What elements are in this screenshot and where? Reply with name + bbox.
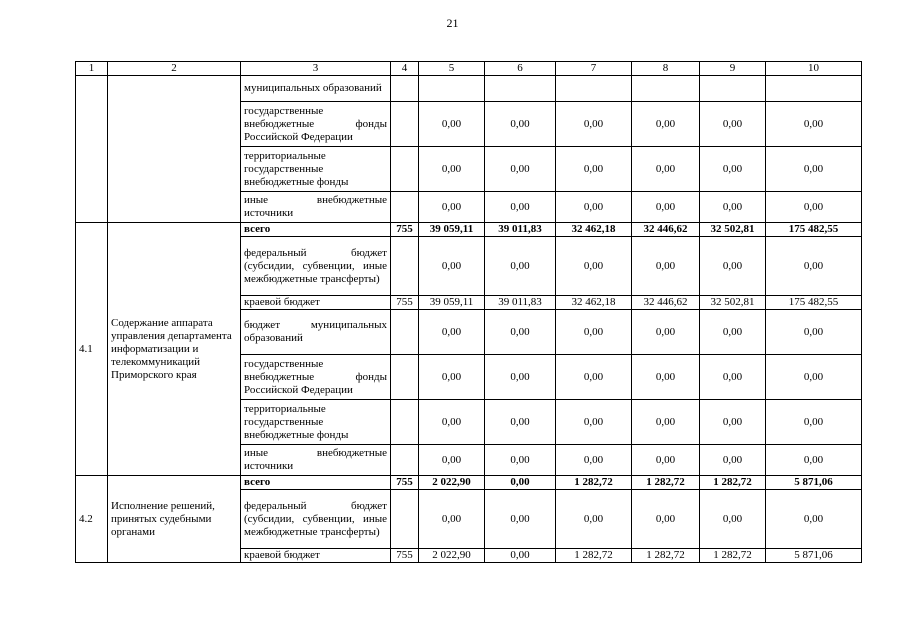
value-col-5: [419, 76, 485, 102]
value-col-8: 0,00: [632, 310, 700, 355]
value-col-10: 5 871,06: [766, 476, 862, 490]
column-header: 10: [766, 62, 862, 76]
value-col-9: 0,00: [700, 147, 766, 192]
column-header: 6: [485, 62, 556, 76]
value-col-9: [700, 76, 766, 102]
value-col-5: 0,00: [419, 310, 485, 355]
value-col-7: 0,00: [556, 400, 632, 445]
value-col-10: 175 482,55: [766, 223, 862, 237]
page-number: 21: [446, 16, 459, 30]
value-col-9: 0,00: [700, 445, 766, 476]
row-number-cell: [76, 76, 108, 223]
value-col-5: 0,00: [419, 490, 485, 549]
column-header: 9: [700, 62, 766, 76]
value-col-5: 2 022,90: [419, 549, 485, 563]
value-col-9: 1 282,72: [700, 476, 766, 490]
funding-source-cell: всего: [241, 223, 391, 237]
value-col-10: 0,00: [766, 490, 862, 549]
value-col-10: 175 482,55: [766, 296, 862, 310]
budget-code-cell: [391, 192, 419, 223]
column-header: 1: [76, 62, 108, 76]
funding-source-cell: государственные внебюджетные фонды Российской Федерации: [241, 355, 391, 400]
column-header: 2: [108, 62, 241, 76]
budget-code-cell: [391, 237, 419, 296]
value-col-6: 0,00: [485, 400, 556, 445]
value-col-10: 0,00: [766, 310, 862, 355]
value-col-7: 32 462,18: [556, 296, 632, 310]
value-col-7: 0,00: [556, 192, 632, 223]
budget-code-cell: [391, 355, 419, 400]
value-col-8: 0,00: [632, 147, 700, 192]
funding-source-cell: краевой бюджет: [241, 296, 391, 310]
budget-code-cell: [391, 310, 419, 355]
row-number-cell: 4.1: [76, 223, 108, 476]
activity-name-cell: Исполнение решений, принятых судебными органами: [108, 476, 241, 563]
budget-code-cell: [391, 445, 419, 476]
funding-source-row: [76, 76, 862, 102]
value-col-6: 0,00: [485, 102, 556, 147]
budget-code-cell: [391, 147, 419, 192]
value-col-6: 0,00: [485, 549, 556, 563]
value-col-8: 0,00: [632, 102, 700, 147]
column-header: 5: [419, 62, 485, 76]
value-col-7: 0,00: [556, 355, 632, 400]
value-col-7: 0,00: [556, 445, 632, 476]
value-col-5: 0,00: [419, 192, 485, 223]
value-col-8: 0,00: [632, 237, 700, 296]
funding-source-cell: всего: [241, 476, 391, 490]
value-col-5: 0,00: [419, 102, 485, 147]
value-col-7: 0,00: [556, 310, 632, 355]
value-col-9: 32 502,81: [700, 223, 766, 237]
value-col-8: 0,00: [632, 490, 700, 549]
value-col-6: 39 011,83: [485, 296, 556, 310]
funding-source-cell: федеральный бюджет (субсидии, субвенции, иные межбюджетные трансферты): [241, 490, 391, 549]
value-col-7: 0,00: [556, 237, 632, 296]
value-col-5: 0,00: [419, 237, 485, 296]
value-col-5: 39 059,11: [419, 223, 485, 237]
funding-source-cell: федеральный бюджет (субсидии, субвенции, иные межбюджетные трансферты): [241, 237, 391, 296]
value-col-10: 0,00: [766, 400, 862, 445]
value-col-8: 1 282,72: [632, 476, 700, 490]
value-col-8: 32 446,62: [632, 223, 700, 237]
value-col-10: 0,00: [766, 355, 862, 400]
budget-code-cell: [391, 102, 419, 147]
value-col-10: 0,00: [766, 147, 862, 192]
value-col-9: 1 282,72: [700, 549, 766, 563]
value-col-9: 0,00: [700, 237, 766, 296]
column-header: 3: [241, 62, 391, 76]
value-col-9: 0,00: [700, 355, 766, 400]
value-col-5: 39 059,11: [419, 296, 485, 310]
value-col-9: 0,00: [700, 192, 766, 223]
value-col-8: 0,00: [632, 192, 700, 223]
funding-source-cell: территориальные государственные внебюджетные фонды: [241, 147, 391, 192]
funding-source-cell: государственные внебюджетные фонды Российской Федерации: [241, 102, 391, 147]
value-col-10: 0,00: [766, 102, 862, 147]
value-col-6: 0,00: [485, 310, 556, 355]
total-row: [76, 223, 862, 237]
value-col-7: 1 282,72: [556, 549, 632, 563]
value-col-7: 32 462,18: [556, 223, 632, 237]
value-col-10: 0,00: [766, 445, 862, 476]
value-col-5: 0,00: [419, 147, 485, 192]
value-col-10: 0,00: [766, 192, 862, 223]
value-col-6: [485, 76, 556, 102]
column-number-row: [76, 62, 862, 76]
value-col-5: 2 022,90: [419, 476, 485, 490]
value-col-9: 0,00: [700, 490, 766, 549]
value-col-8: 1 282,72: [632, 549, 700, 563]
budget-code-cell: [391, 76, 419, 102]
value-col-5: 0,00: [419, 355, 485, 400]
value-col-6: 0,00: [485, 355, 556, 400]
value-col-7: 0,00: [556, 147, 632, 192]
value-col-9: 0,00: [700, 400, 766, 445]
budget-code-cell: 755: [391, 223, 419, 237]
value-col-10: 5 871,06: [766, 549, 862, 563]
value-col-7: 0,00: [556, 102, 632, 147]
value-col-9: 32 502,81: [700, 296, 766, 310]
funding-source-cell: краевой бюджет: [241, 549, 391, 563]
column-header: 8: [632, 62, 700, 76]
budget-code-cell: 755: [391, 549, 419, 563]
value-col-7: 1 282,72: [556, 476, 632, 490]
column-header: 7: [556, 62, 632, 76]
value-col-6: 0,00: [485, 237, 556, 296]
value-col-6: 0,00: [485, 490, 556, 549]
budget-code-cell: [391, 400, 419, 445]
value-col-9: 0,00: [700, 102, 766, 147]
value-col-6: 0,00: [485, 147, 556, 192]
value-col-6: 0,00: [485, 476, 556, 490]
table-body: [76, 76, 862, 563]
value-col-10: [766, 76, 862, 102]
value-col-8: 0,00: [632, 355, 700, 400]
value-col-9: 0,00: [700, 310, 766, 355]
value-col-6: 39 011,83: [485, 223, 556, 237]
activity-name-cell: [108, 76, 241, 223]
funding-source-cell: муниципальных образований: [241, 76, 391, 102]
column-header: 4: [391, 62, 419, 76]
total-row: [76, 476, 862, 490]
budget-code-cell: 755: [391, 296, 419, 310]
funding-source-cell: иные внебюджетные источники: [241, 192, 391, 223]
value-col-7: 0,00: [556, 490, 632, 549]
value-col-7: [556, 76, 632, 102]
value-col-8: 32 446,62: [632, 296, 700, 310]
budget-table: [75, 61, 862, 563]
funding-source-cell: иные внебюджетные источники: [241, 445, 391, 476]
value-col-6: 0,00: [485, 192, 556, 223]
budget-code-cell: [391, 490, 419, 549]
value-col-6: 0,00: [485, 445, 556, 476]
value-col-5: 0,00: [419, 445, 485, 476]
value-col-10: 0,00: [766, 237, 862, 296]
value-col-8: [632, 76, 700, 102]
budget-code-cell: 755: [391, 476, 419, 490]
row-number-cell: 4.2: [76, 476, 108, 563]
value-col-5: 0,00: [419, 400, 485, 445]
value-col-8: 0,00: [632, 445, 700, 476]
funding-source-cell: территориальные государственные внебюджетные фонды: [241, 400, 391, 445]
activity-name-cell: Содержание аппарата управления департамента информатизации и телекоммуникаций Приморского края: [108, 223, 241, 476]
value-col-8: 0,00: [632, 400, 700, 445]
funding-source-cell: бюджет муниципальных образований: [241, 310, 391, 355]
